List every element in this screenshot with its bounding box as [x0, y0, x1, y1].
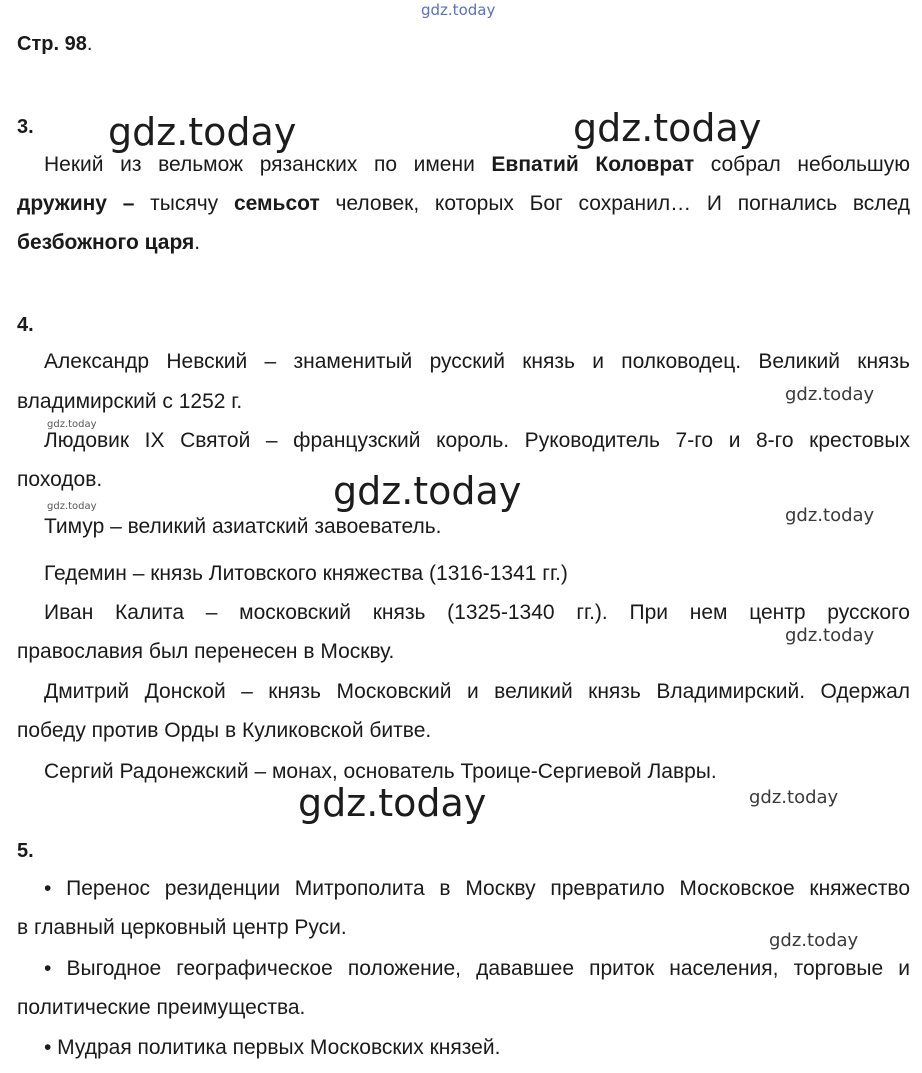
page-label-dot: .: [86, 33, 93, 55]
watermark: gdz.today: [298, 781, 487, 825]
task-number: 3.: [17, 116, 34, 138]
page-label: [17, 33, 92, 56]
task4-line: Гедемин – князь Литовского княжества (1316-1341 гг.): [44, 562, 568, 585]
watermark: gdz.today: [108, 110, 297, 154]
watermark: gdz.today: [47, 419, 97, 430]
task4-line: Сергий Радонежский – монах, основатель Троице-Сергиевой Лавры.: [44, 760, 717, 783]
watermark: gdz.today: [785, 384, 875, 405]
task5-line: • Выгодное географическое положение, дававшее приток населения, торговые и: [44, 957, 910, 980]
bold-text: семьсот: [233, 192, 320, 215]
page-label-text: Стр. 98: [17, 33, 87, 55]
task5-line: политические преимущества.: [17, 996, 306, 1019]
task3-line: [44, 154, 910, 175]
watermark: gdz.today: [785, 505, 875, 526]
watermark-top: gdz.today: [421, 1, 496, 19]
text: собрал небольшую: [694, 153, 910, 176]
task5-line: • Перенос резиденции Митрополита в Москву превратило Московское княжество: [44, 877, 910, 900]
task3-line: [17, 232, 200, 253]
task4-line: Тимур – великий азиатский завоеватель.: [44, 515, 442, 538]
watermark: gdz.today: [749, 787, 839, 808]
watermark: gdz.today: [785, 625, 875, 646]
task4-line: Людовик IX Святой – французский король. Руководитель 7-го и 8-го крестовых: [44, 429, 910, 452]
task4-line: Иван Калита – московский князь (1325-1340 гг.). При нем центр русского: [44, 601, 910, 624]
bold-text: дружину –: [17, 192, 151, 215]
task-number: 4.: [17, 314, 34, 336]
task4-line: Дмитрий Донской – князь Московский и великий князь Владимирский. Одержал: [44, 680, 910, 703]
task3-line: [17, 193, 910, 214]
task4-line: походов.: [17, 468, 103, 491]
task4-line: Александр Невский – знаменитый русский князь и полководец. Великий князь: [44, 350, 910, 373]
text: человек, которых Бог сохранил… И погнались вслед: [319, 192, 911, 215]
task-number: 5.: [17, 840, 34, 862]
bold-text: Евпатий Коловрат: [491, 153, 695, 176]
text: тысячу: [150, 192, 234, 215]
watermark: gdz.today: [333, 469, 522, 513]
watermark: gdz.today: [573, 106, 762, 150]
text: Некий из вельмож рязанских по имени: [44, 153, 492, 176]
watermark: gdz.today: [47, 501, 97, 512]
task5-line: • Мудрая политика первых Московских князей.: [44, 1036, 501, 1059]
task4-line: православия был перенесен в Москву.: [17, 640, 395, 663]
text: .: [194, 231, 201, 254]
bold-text: безбожного царя: [17, 231, 195, 254]
task5-line: в главный церковный центр Руси.: [17, 916, 347, 939]
task4-line: владимирский с 1252 г.: [17, 390, 243, 413]
watermark: gdz.today: [769, 930, 859, 951]
task4-line: победу против Орды в Куликовской битве.: [17, 719, 432, 742]
